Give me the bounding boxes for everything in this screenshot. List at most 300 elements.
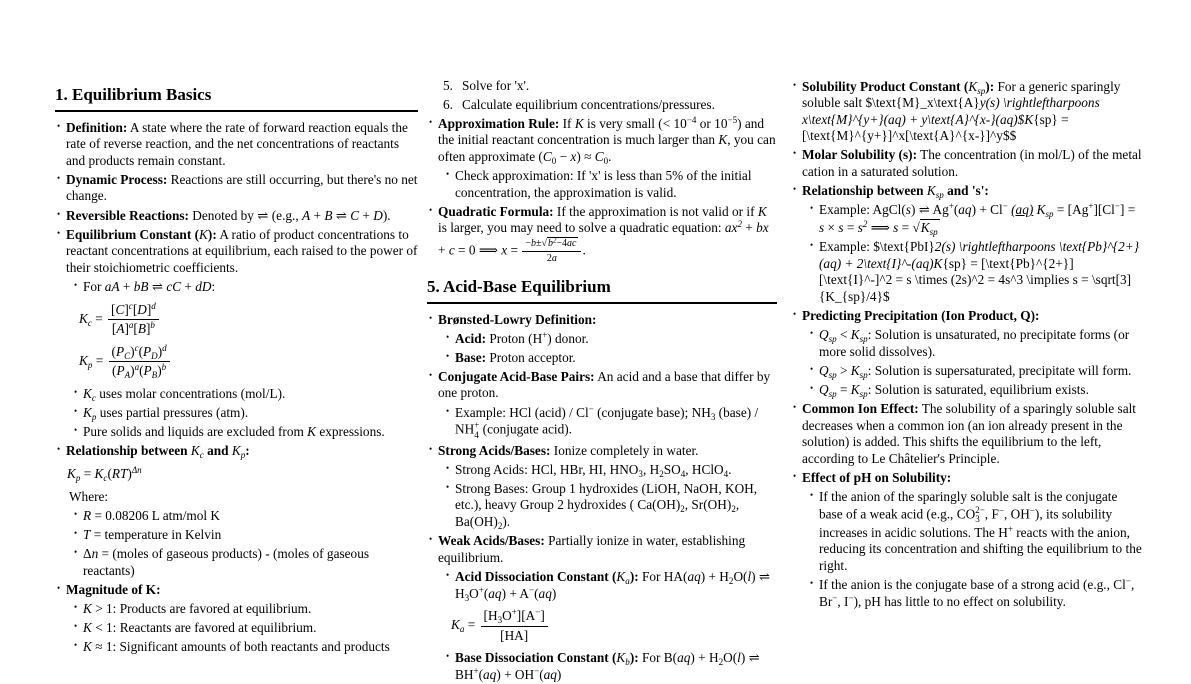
text-segment: A (124, 370, 131, 381)
text-segment: ( (953, 202, 959, 218)
text-segment: Quadratic Formula: (438, 203, 554, 219)
text-segment: c (87, 317, 92, 328)
text-segment: aq (488, 585, 502, 601)
text-segment: ( (478, 666, 484, 682)
text-segment: Q (819, 362, 829, 378)
text-segment: Strong Acids/Bases: (438, 442, 551, 458)
text-segment: s (838, 219, 844, 235)
text-segment: : Solution is unsaturated, no precipitate forms (or more solid dissolves). (819, 327, 1130, 359)
text-segment: . (608, 148, 612, 164)
text-segment: 3 (464, 592, 470, 603)
text-segment: 0 (603, 155, 609, 166)
text-segment: RT (111, 466, 128, 482)
text-segment: − (832, 592, 838, 603)
text-segment: + (542, 329, 548, 340)
text-segment: A (116, 321, 125, 337)
text-segment: = (moles of gaseous products) - (moles of gaseous reactants) (83, 545, 370, 578)
text-segment: [ (111, 301, 116, 317)
bullet-item (55, 424, 418, 441)
text-segment: R (83, 507, 92, 523)
text-segment: K (757, 203, 767, 219)
text-segment: Definition: (66, 119, 128, 135)
text-segment: Solubility Product Constant ( (802, 78, 969, 94)
text-segment: C (124, 350, 131, 361)
text-segment: aq (483, 666, 497, 682)
text-segment: Q (819, 327, 829, 343)
text-segment: ) + A (501, 585, 530, 601)
text-segment: = 0 ⟹ (454, 242, 502, 258)
math-formula (79, 302, 418, 338)
text-segment: K (231, 443, 241, 459)
text-segment: ax (724, 220, 738, 236)
text-segment: P (116, 363, 125, 379)
text-segment: s (893, 219, 899, 235)
text-segment: a (128, 320, 134, 331)
text-segment: O( (733, 568, 748, 584)
stacked-script: 2− 3 (975, 504, 985, 525)
radical-sign: √ (912, 219, 920, 235)
text-segment: If the approximation is not valid or if (553, 203, 758, 219)
text-segment: a (459, 624, 465, 635)
text-segment: × (824, 219, 839, 235)
text-segment: For a generic sparingly soluble salt $\text{M}_x\text{A} (802, 78, 1121, 111)
text-segment: b (530, 237, 536, 249)
text-segment: + (511, 607, 517, 618)
text-segment: > (836, 362, 851, 378)
text-segment: ( (112, 363, 117, 379)
text-segment: , HClO (685, 461, 724, 477)
text-segment: is larger, you may need to solve a quadratic equation: (438, 220, 725, 236)
text-segment: P (143, 343, 152, 359)
bullet-item (55, 172, 418, 205)
bullet-item (791, 401, 1143, 467)
text-segment: ) + H (700, 568, 729, 584)
text-segment: D (373, 207, 383, 223)
text-segment: ) ⇌ Ag (910, 202, 949, 218)
text-segment: 2 (862, 218, 868, 229)
text-segment: C (350, 207, 360, 223)
text-segment: = (843, 219, 858, 235)
text-segment: A state where the rate of forward reaction equals the rate of reverse reaction, and the net concentrations of reactants and products remain constant. (66, 119, 408, 168)
text-segment: For B( (638, 650, 678, 666)
text-segment: ][A (516, 608, 536, 624)
text-segment: Strong Acids: HCl, HBr, HI, HNO (455, 461, 639, 477)
text-segment: − (1125, 575, 1131, 586)
text-segment: ] = (1119, 202, 1136, 218)
bullet-item (55, 582, 418, 599)
text-segment: [ (132, 301, 138, 317)
text-segment: sp (828, 388, 837, 399)
text-segment: bB (133, 279, 149, 295)
text-segment: K (850, 381, 860, 397)
text-segment: Base Dissociation Constant ( (455, 650, 617, 666)
text-segment: K (574, 115, 584, 131)
bullet-item (427, 369, 777, 402)
text-segment: x (570, 148, 577, 164)
text-segment: ): (207, 226, 217, 242)
text-segment: D (151, 350, 158, 361)
text-segment: ( (539, 666, 544, 682)
text-segment: K (67, 466, 76, 482)
text-segment: aA (104, 279, 120, 295)
text-segment: ( (483, 585, 489, 601)
text-segment: < 1: Reactants are favored at equilibrium. (91, 619, 317, 635)
text-segment: Example: AgCl( (819, 202, 906, 218)
text-segment: 2 (737, 219, 742, 230)
text-segment: If the anion is the conjugate base of a strong acid (e.g., Cl (819, 576, 1126, 592)
text-segment: Ionize completely in water. (550, 442, 699, 458)
text-segment: , I (837, 593, 849, 609)
bullet-item (791, 202, 1143, 236)
text-segment: s (905, 202, 911, 218)
text-segment: K (199, 226, 208, 242)
text-segment: 4 (723, 468, 729, 479)
text-segment: sp (929, 226, 938, 237)
radical-root (541, 237, 578, 251)
text-segment: b (161, 362, 167, 373)
text-segment: + (741, 220, 757, 236)
text-segment: sp (828, 333, 837, 344)
text-segment: K (850, 362, 860, 378)
text-segment: Molar Solubility (s): (802, 147, 917, 163)
text-segment: − (998, 505, 1004, 516)
text-segment: ( (107, 466, 112, 482)
text-segment: ) donor. (547, 330, 589, 346)
text-segment: Pure solids and liquids are excluded from (83, 424, 308, 440)
text-segment: sp (859, 333, 868, 344)
fraction (108, 302, 159, 338)
text-segment: and 's': (943, 183, 989, 199)
text-segment: ( (139, 363, 144, 379)
text-segment: 3 (710, 411, 716, 422)
text-segment: , you can often approximate ( (438, 132, 776, 164)
text-segment: ] (124, 301, 129, 317)
text-segment: K (83, 405, 92, 421)
text-segment: + (1007, 523, 1013, 534)
text-segment: c (448, 242, 455, 258)
bullet-item (55, 546, 418, 579)
text-segment: uses partial pressures (atm). (96, 405, 249, 421)
text-segment: + (948, 201, 954, 212)
text-segment: Relationship between (802, 183, 927, 199)
text-segment: Example: HCl (acid) / Cl (455, 404, 589, 420)
text-segment: ) + Cl (971, 202, 1003, 218)
bullet-item (55, 508, 418, 525)
text-segment: K (616, 650, 626, 666)
text-segment: − (1002, 201, 1008, 212)
text-segment: If the anion of the sparingly soluble salt is the conjugate base of a weak acid (e.g., CO (819, 489, 1118, 522)
text-segment: a (625, 575, 630, 586)
bullet-item (55, 527, 418, 544)
text-segment: K (718, 132, 728, 148)
text-segment: p (91, 412, 97, 423)
text-segment: , Sr(OH) (684, 497, 732, 513)
text-segment: Calculate equilibrium concentrations/pressures. (462, 96, 715, 112)
text-segment: B (324, 207, 333, 223)
text-segment: + (181, 279, 196, 295)
bullet-item (427, 350, 777, 367)
text-segment: − (556, 148, 571, 164)
text-segment: − (534, 666, 540, 676)
section-heading: 5. Acid-Base Equilibrium (427, 277, 777, 304)
text-segment: sp (859, 388, 868, 399)
fraction (109, 344, 170, 380)
text-segment: − (535, 607, 541, 618)
bullet-item (791, 577, 1143, 610)
bullet-item (791, 147, 1143, 180)
text-segment: = 0.08206 L atm/mol K (91, 507, 221, 523)
text-segment: a (134, 362, 140, 373)
text-segment: K (83, 619, 92, 635)
bullet-item (55, 620, 418, 637)
text-segment: An acid and a base that differ by one proton. (438, 368, 771, 401)
bullet-item (427, 204, 777, 266)
text-segment: Proton (H (486, 330, 543, 346)
text-segment: dD (195, 279, 212, 295)
text-segment: , Ba(OH) (455, 497, 740, 530)
text-segment: 2 (546, 253, 552, 265)
text-segment: : Solution is supersaturated, precipitate will form. (867, 362, 1132, 378)
text-segment: Equilibrium Constant ( (66, 226, 200, 242)
text-segment: Weak Acids/Bases: (438, 533, 545, 549)
text-segment: bx (756, 220, 769, 236)
text-segment: b (547, 237, 553, 249)
text-segment: ) and the initial reactant concentration is much larger than (438, 115, 765, 148)
column-solubility (791, 76, 1143, 610)
text-segment: Solve for 'x'. (462, 78, 530, 93)
bullet-item (427, 405, 777, 441)
text-segment: SO (663, 461, 681, 477)
text-segment: c (103, 472, 108, 483)
text-segment: = (464, 617, 479, 633)
bullet-item (427, 443, 777, 460)
bullet-item (55, 639, 418, 656)
text-segment: O (502, 608, 512, 624)
text-segment: ) ≈ (576, 148, 595, 164)
bullet-item (427, 569, 777, 602)
text-segment: − (525, 237, 531, 249)
text-segment: cC (166, 279, 182, 295)
text-segment: Predicting Precipitation (Ion Product, Q): (802, 307, 1040, 323)
text-segment: b (150, 320, 155, 331)
text-segment: . (582, 242, 586, 258)
text-segment: K (83, 386, 92, 402)
text-segment: + (473, 666, 479, 676)
text-segment: ( (534, 585, 539, 601)
text-segment: − (588, 403, 594, 414)
bullet-item (427, 331, 777, 348)
text-segment: s (819, 219, 825, 235)
text-segment: − (529, 584, 535, 595)
text-segment: aq (677, 650, 691, 666)
text-segment: 2 (497, 520, 503, 531)
text-segment: ) (556, 666, 562, 682)
text-segment: 3 (497, 615, 503, 626)
text-segment: K (79, 353, 88, 369)
text-segment: sp (935, 190, 944, 201)
text-segment: p (240, 450, 246, 461)
text-segment: Reactions are still occurring, but there's no net change. (66, 171, 418, 204)
text-segment: 2 (680, 504, 685, 515)
text-segment: Denoted by ⇌ (e.g., (188, 207, 303, 223)
text-segment: c (128, 300, 133, 311)
bullet-item (55, 601, 418, 618)
text-segment: K (83, 639, 92, 654)
numbered-item (427, 78, 777, 95)
text-segment: C (115, 301, 125, 317)
text-segment: 2 (728, 575, 734, 586)
text-segment: Conjugate Acid-Base Pairs: (438, 368, 595, 384)
text-segment: 3 (638, 468, 643, 479)
text-segment: ] (145, 321, 151, 337)
text-segment: Δn (131, 465, 142, 476)
bullet-item (791, 470, 1143, 487)
text-segment: 2 (552, 237, 557, 245)
text-segment: T (83, 526, 91, 542)
math-formula (67, 466, 418, 483)
text-segment: ): (629, 568, 639, 584)
text-segment: ). (382, 207, 391, 223)
text-segment: [HA] (500, 627, 529, 643)
text-segment: B (137, 321, 146, 337)
text-segment: {sp} = [\text{Pb}^{2+}][\text{I}^-]^2 = s \times (2s)^2 = 4s^3 \implies s = \sqrt[3]{K_{sp}/4}$ (819, 255, 1132, 304)
text-segment: K (926, 183, 936, 199)
text-segment: Magnitude of K: (66, 581, 161, 597)
text-segment: 4 (680, 468, 686, 479)
text-segment: and (203, 443, 232, 459)
text-segment: Base: (455, 349, 487, 365)
text-segment: ( (111, 343, 116, 359)
text-segment: ). (502, 514, 511, 530)
text-segment: ) (157, 363, 162, 379)
text-segment: s (857, 219, 863, 235)
text-segment: , OH (1003, 506, 1030, 522)
text-segment: A ratio of product concentrations to reactant concentrations at equilibrium, each raised to the power of their stoichiometric coefficients. (66, 226, 418, 275)
text-segment: (base) / NH (455, 404, 759, 437)
text-segment: (aq) (1011, 202, 1034, 218)
text-segment: Acid Dissociation Constant ( (455, 568, 617, 584)
text-segment: C (542, 148, 552, 164)
text-segment: : Solution is saturated, equilibrium exists. (867, 381, 1089, 397)
text-segment: K (968, 78, 978, 94)
bullet-item (427, 116, 777, 166)
text-segment: ) + OH (496, 666, 535, 682)
text-segment: ⇌ (332, 207, 351, 223)
text-segment: ][Cl (1093, 202, 1115, 218)
text-segment: ⟹ (867, 219, 894, 235)
text-segment: Effect of pH on Solubility: (802, 469, 952, 485)
text-segment: x (501, 242, 508, 258)
text-segment: ): (629, 650, 639, 666)
bullet-item (791, 489, 1143, 574)
text-segment: [H (483, 608, 498, 624)
text-segment: −5 (727, 114, 738, 125)
text-segment: ) (551, 585, 557, 601)
text-segment: Brønsted-Lowry Definition: (438, 311, 597, 327)
text-segment: Relationship between (66, 443, 191, 459)
list-number: 5. (443, 78, 453, 93)
numbered-item (427, 97, 777, 114)
text-segment: p (87, 359, 93, 370)
text-segment: . (728, 461, 732, 477)
text-segment: (conjugate base); NH (593, 404, 711, 420)
text-segment: ] (124, 321, 129, 337)
text-segment: ± (535, 237, 542, 249)
text-segment: , F (984, 506, 999, 522)
text-segment: Partially ionize in water, establishing equilibrium. (438, 533, 746, 565)
text-segment: Check approximation: If 'x' is less than 5% of the initial concentration, the approximation is valid. (455, 168, 752, 200)
text-segment: K (920, 219, 930, 235)
text-segment: + (359, 207, 374, 223)
bullet-item (791, 239, 1143, 305)
text-segment: n (91, 545, 99, 561)
text-segment: K (83, 600, 92, 616)
text-segment: , H (642, 461, 660, 477)
text-segment: l (747, 568, 752, 584)
text-segment: + (478, 584, 484, 595)
text-line (69, 489, 418, 506)
text-segment: −4 (556, 237, 567, 249)
text-segment: K (79, 310, 88, 326)
text-segment: (conjugate acid). (479, 421, 572, 437)
text-segment: −4 (686, 114, 697, 125)
text-segment: 2 (731, 504, 736, 515)
text-segment: ), pH has little to no effect on solubility. (853, 593, 1066, 609)
text-segment: c (199, 450, 204, 461)
text-segment: uses molar concentrations (mol/L). (95, 386, 286, 402)
text-segment: D (137, 301, 147, 317)
text-segment: sp (828, 369, 837, 380)
text-segment: ) (127, 466, 132, 482)
text-segment: − (1114, 201, 1120, 212)
column-equilibrium-basics (55, 85, 418, 656)
text-segment: K (307, 424, 317, 440)
text-segment: + (1088, 201, 1094, 212)
text-segment: 2 (659, 468, 664, 479)
radical-sign: √ (541, 237, 547, 249)
text-segment: c (91, 392, 96, 403)
math-formula (79, 344, 418, 380)
text-segment: Common Ion Effect: (802, 400, 919, 416)
bullet-item (55, 120, 418, 170)
text-segment: ( (138, 343, 144, 359)
text-segment: ), its solubility increases in acidic solutions. The H (819, 506, 1113, 540)
text-segment: K (850, 327, 860, 343)
text-segment: Strong Bases: Group 1 hydroxides (LiOH, NaOH, KOH, etc.), heavy Group 2 hydroxides ( Ca(OH) (455, 480, 758, 513)
text-segment: sp (1045, 209, 1054, 220)
text-segment: = (92, 353, 107, 369)
text-segment: aq (543, 666, 557, 682)
text-segment: A (302, 207, 311, 223)
text-segment: ] (540, 608, 545, 624)
text-segment: < (836, 327, 851, 343)
text-segment: P (143, 363, 152, 379)
stacked-script: + 4 (474, 420, 480, 440)
text-segment: ≈ 1: Significant amounts of both reactants and products (91, 639, 390, 654)
text-segment: , Br (819, 576, 1135, 609)
bullet-item (791, 382, 1143, 399)
bullet-item (791, 363, 1143, 380)
fraction (481, 608, 548, 644)
text-segment: sp (977, 85, 986, 96)
bullet-item (427, 533, 777, 566)
text-segment: 0 (551, 155, 557, 166)
text-segment: If (559, 115, 575, 131)
text-segment: is very small (< 10 (583, 115, 687, 131)
text-segment: ) + H (690, 650, 719, 666)
text-segment: sp (859, 369, 868, 380)
text-segment: O (469, 585, 479, 601)
